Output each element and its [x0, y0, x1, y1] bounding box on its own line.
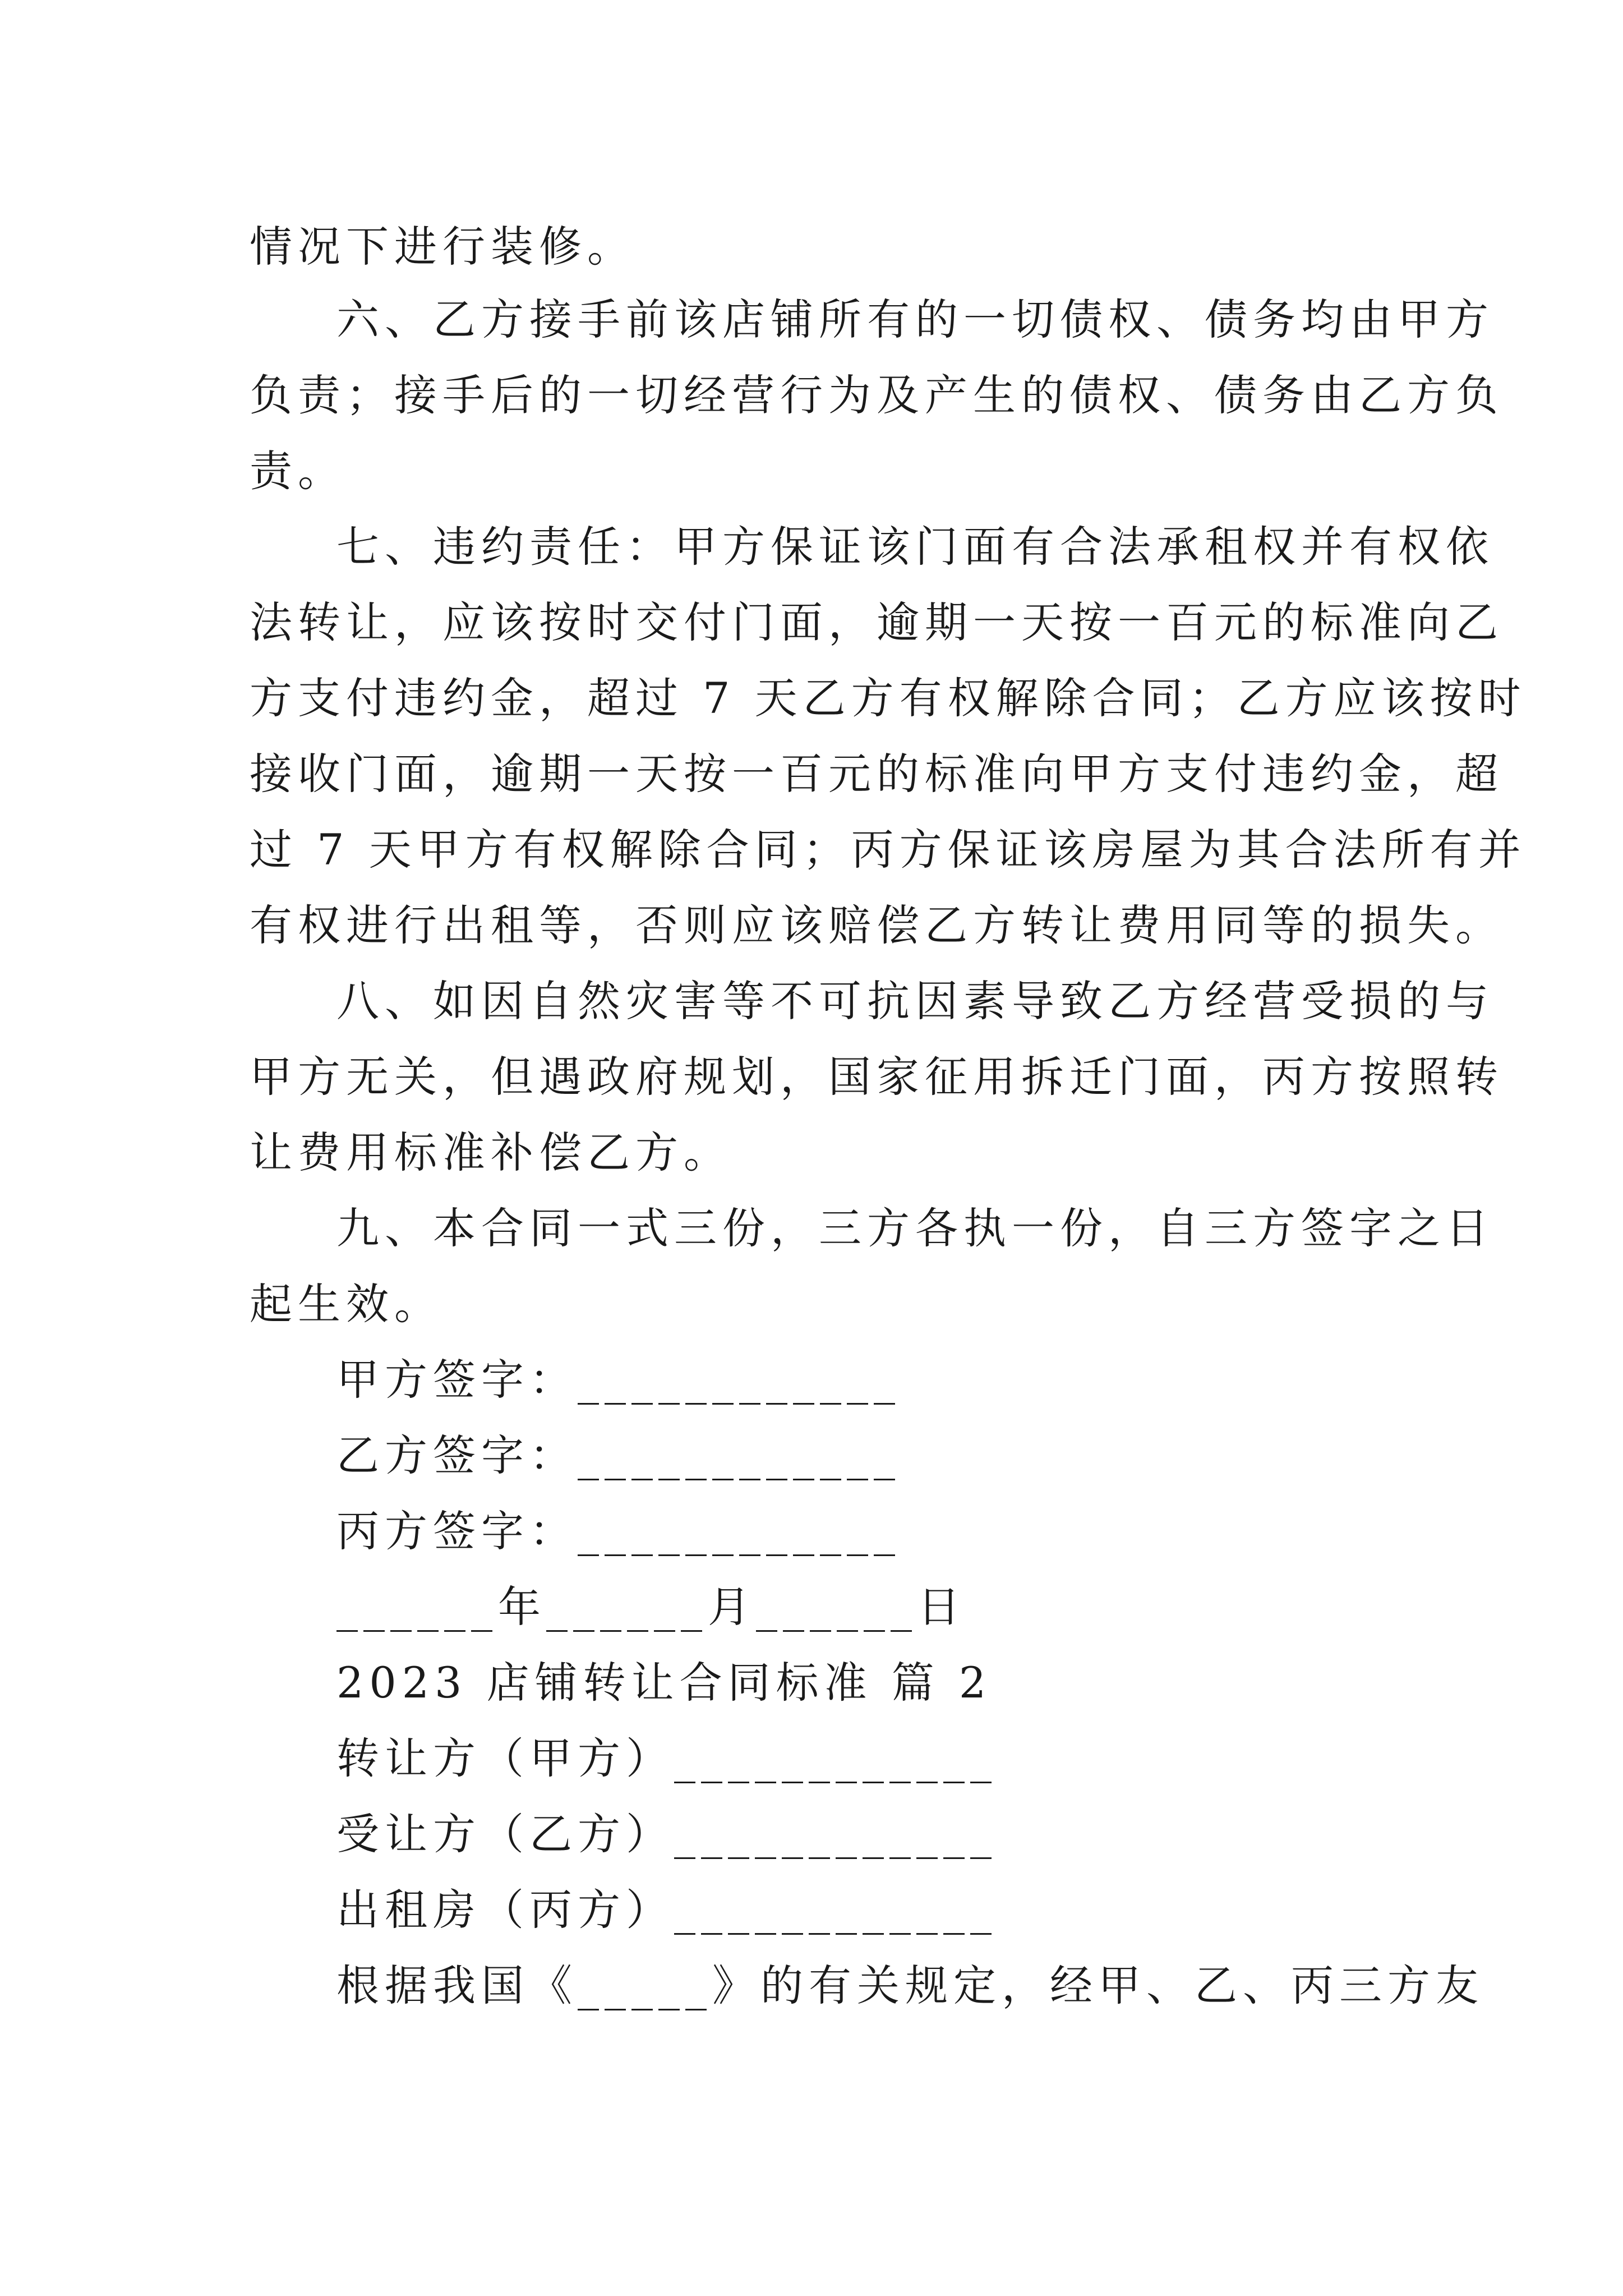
body-line: 负责；接手后的一切经营行为及产生的债权、债务由乙方负 — [250, 370, 1504, 420]
transferee-line: 受让方（乙方）____________ — [336, 1809, 997, 1859]
party-b-signature: 乙方签字：____________ — [336, 1430, 901, 1480]
party-a-signature: 甲方签字：____________ — [336, 1355, 901, 1405]
body-line: 方支付违约金，超过 7 天乙方有权解除合同；乙方应该按时 — [250, 673, 1527, 723]
body-line: 根据我国《_____》的有关规定，经甲、乙、丙三方友 — [336, 1961, 1484, 2010]
body-line: 过 7 天甲方有权解除合同；丙方保证该房屋为其合法所有并 — [250, 825, 1527, 875]
body-line: 责。 — [250, 446, 346, 496]
body-line: 法转让，应该按时交付门面，逾期一天按一百元的标准向乙 — [250, 597, 1504, 647]
body-line: 让费用标准补偿乙方。 — [250, 1128, 732, 1177]
section-heading: 2023 店铺转让合同标准 篇 2 — [336, 1658, 992, 1708]
body-line: 起生效。 — [250, 1279, 442, 1329]
transferor-line: 转让方（甲方）____________ — [336, 1733, 997, 1783]
party-c-signature: 丙方签字：____________ — [336, 1506, 901, 1556]
clause-6-line: 六、乙方接手前该店铺所有的一切债权、债务均由甲方 — [336, 295, 1494, 344]
lessor-line: 出租房（丙方）____________ — [336, 1885, 997, 1935]
body-line: 情况下进行装修。 — [250, 222, 635, 272]
clause-7-line: 七、违约责任：甲方保证该门面有合法承租权并有权依 — [336, 522, 1494, 572]
body-line: 甲方无关，但遇政府规划，国家征用拆迁门面，丙方按照转 — [250, 1052, 1504, 1102]
clause-8-line: 八、如因自然灾害等不可抗因素导致乙方经营受损的与 — [336, 976, 1494, 1026]
body-line: 接收门面，逾期一天按一百元的标准向甲方支付违约金，超 — [250, 749, 1504, 799]
date-line: ______年______月______日 — [336, 1582, 966, 1632]
clause-9-line: 九、本合同一式三份，三方各执一份，自三方签字之日 — [336, 1203, 1494, 1253]
body-line: 有权进行出租等，否则应该赔偿乙方转让费用同等的损失。 — [250, 900, 1504, 950]
